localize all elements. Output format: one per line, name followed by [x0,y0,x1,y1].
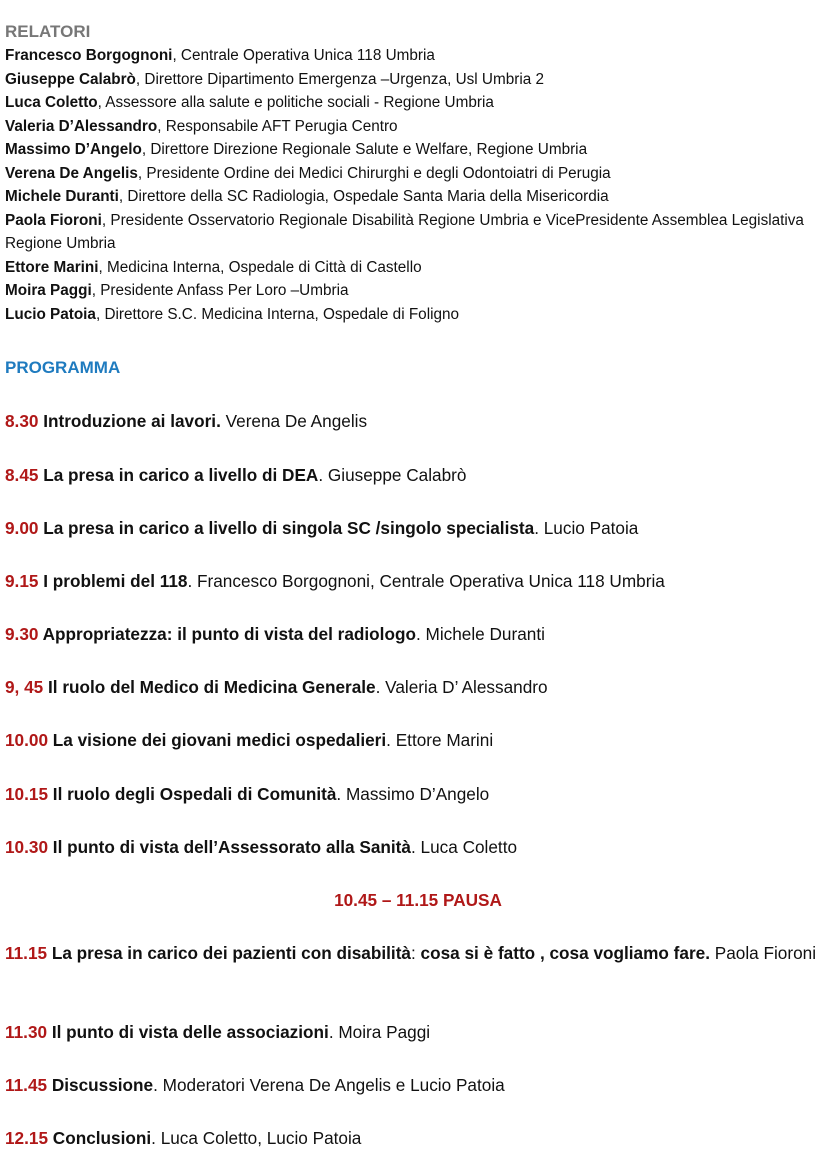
pausa-break: 10.45 – 11.15 PAUSA [334,890,502,910]
schedule-speaker: . Giuseppe Calabrò [318,465,467,485]
schedule-time: 11.45 [5,1075,48,1095]
speaker-role: , Assessore alla salute e politiche sociali - Regione Umbria [97,94,494,111]
speaker-name: Michele Duranti [5,188,119,205]
speaker-role: , Medicina Interna, Ospedale di Città di Castello [98,258,422,276]
schedule-item [5,1126,831,1151]
speaker-entry [5,162,831,186]
speaker-role: , Direttore Direzione Regionale Salute e Welfare, Regione Umbria [141,141,588,158]
schedule-time: 9.00 [5,518,39,538]
schedule-separator: : [410,943,421,963]
schedule-item [5,409,831,434]
schedule-item [5,675,831,700]
speaker-entry [5,115,831,139]
schedule-item [5,728,831,753]
speaker-entry [5,256,831,280]
schedule-speaker: . Lucio Patoia [534,518,639,538]
speaker-name: Ettore Marini [5,258,99,276]
schedule-speaker: . Francesco Borgognoni, Centrale Operativa Unica 118 Umbria [187,571,665,591]
schedule-item [5,622,831,647]
schedule-topic: Appropriatezza: il punto di vista del radiologo [38,624,416,644]
schedule-speaker: . Luca Coletto, Lucio Patoia [151,1128,362,1148]
schedule-speaker: . Ettore Marini [386,730,494,750]
speaker-name: Moira Paggi [5,282,92,299]
schedule-speaker: . Massimo D’Angelo [336,784,490,804]
schedule-speaker: . Valeria D’ Alessandro [375,677,548,697]
schedule-topic: I problemi del 118 [38,571,188,591]
schedule-item [5,1073,831,1098]
schedule-time: 10.15 [5,784,49,804]
speaker-name: Valeria D’Alessandro [5,117,158,135]
schedule-topic: Conclusioni [48,1128,152,1148]
schedule-speaker: . Luca Coletto [410,837,518,857]
speaker-name: Luca Coletto [5,94,98,111]
schedule-topic-continued: cosa si è fatto , cosa vogliamo fare. [420,943,710,963]
schedule-item [5,463,831,488]
schedule-speaker: . Moira Paggi [328,1022,431,1042]
schedule-time: 10.30 [5,837,49,857]
speaker-entry [5,185,831,209]
schedule-time: 9, 45 [5,677,44,697]
speaker-role: , Presidente Osservatorio Regionale Disabilità Regione Umbria e VicePresidente Assemblea Legislativa Regione Umbria [5,211,804,252]
schedule-speaker: . Moderatori Verena De Angelis e Lucio Patoia [153,1075,505,1095]
schedule-speaker: Verena De Angelis [220,411,368,431]
programma-heading: PROGRAMMA [5,358,121,377]
schedule-speaker: . Michele Duranti [415,624,545,644]
speaker-name: Massimo D’Angelo [5,141,142,158]
schedule-time: 9.30 [5,624,39,644]
speaker-name: Paola Fioroni [5,211,102,229]
speaker-entry [5,91,831,115]
schedule-speaker: Paola Fioroni [709,943,817,963]
speaker-entry [5,44,831,68]
speaker-role: , Responsabile AFT Perugia Centro [157,117,398,135]
speaker-role: , Presidente Anfass Per Loro –Umbria [91,282,349,299]
speaker-name: Verena De Angelis [5,164,138,182]
schedule-topic: La presa in carico a livello di singola SC /singolo specialista [38,518,535,538]
schedule-item [5,569,831,594]
schedule-time: 9.15 [5,571,39,591]
schedule-topic: Discussione [47,1075,154,1095]
schedule-time: 11.15 [5,943,48,963]
schedule-topic: Il ruolo degli Ospedali di Comunità [48,784,337,804]
schedule-item [5,1020,831,1045]
relatori-heading: RELATORI [5,22,91,41]
speaker-name: Francesco Borgognoni [5,47,173,64]
schedule-topic: Il punto di vista delle associazioni [47,1022,329,1042]
speaker-entry [5,68,831,92]
schedule-item [5,782,831,807]
schedule-item [5,941,831,966]
schedule-time: 12.15 [5,1128,49,1148]
schedule-time: 8.30 [5,411,39,431]
speaker-entry [5,209,831,256]
schedule-topic: La presa in carico a livello di DEA [38,465,319,485]
speaker-name: Lucio Patoia [5,305,96,323]
schedule-topic: La visione dei giovani medici ospedalieri [48,730,387,750]
relatori-section [5,22,831,326]
speaker-role: , Direttore S.C. Medicina Interna, Ospedale di Foligno [95,305,460,323]
schedule-topic: Introduzione ai lavori. [38,411,221,431]
speaker-role: , Direttore Dipartimento Emergenza –Urgenza, Usl Umbria 2 [135,70,544,88]
speaker-entry [5,303,831,327]
speaker-role: , Centrale Operativa Unica 118 Umbria [172,47,435,64]
schedule-topic: Il ruolo del Medico di Medicina Generale [43,677,376,697]
schedule-time: 10.00 [5,730,49,750]
schedule-time: 11.30 [5,1022,48,1042]
schedule-item [5,835,831,860]
schedule-topic: La presa in carico dei pazienti con disabilità [47,943,411,963]
speaker-entry [5,279,831,303]
speaker-role: , Presidente Ordine dei Medici Chirurghi e degli Odontoiatri di Perugia [137,164,611,182]
speaker-role: , Direttore della SC Radiologia, Ospedale Santa Maria della Misericordia [118,188,609,205]
schedule-topic: Il punto di vista dell’Assessorato alla Sanità [48,837,411,857]
speaker-entry [5,138,831,162]
schedule-time: 8.45 [5,465,39,485]
schedule-item [5,516,831,541]
speaker-name: Giuseppe Calabrò [5,70,136,88]
